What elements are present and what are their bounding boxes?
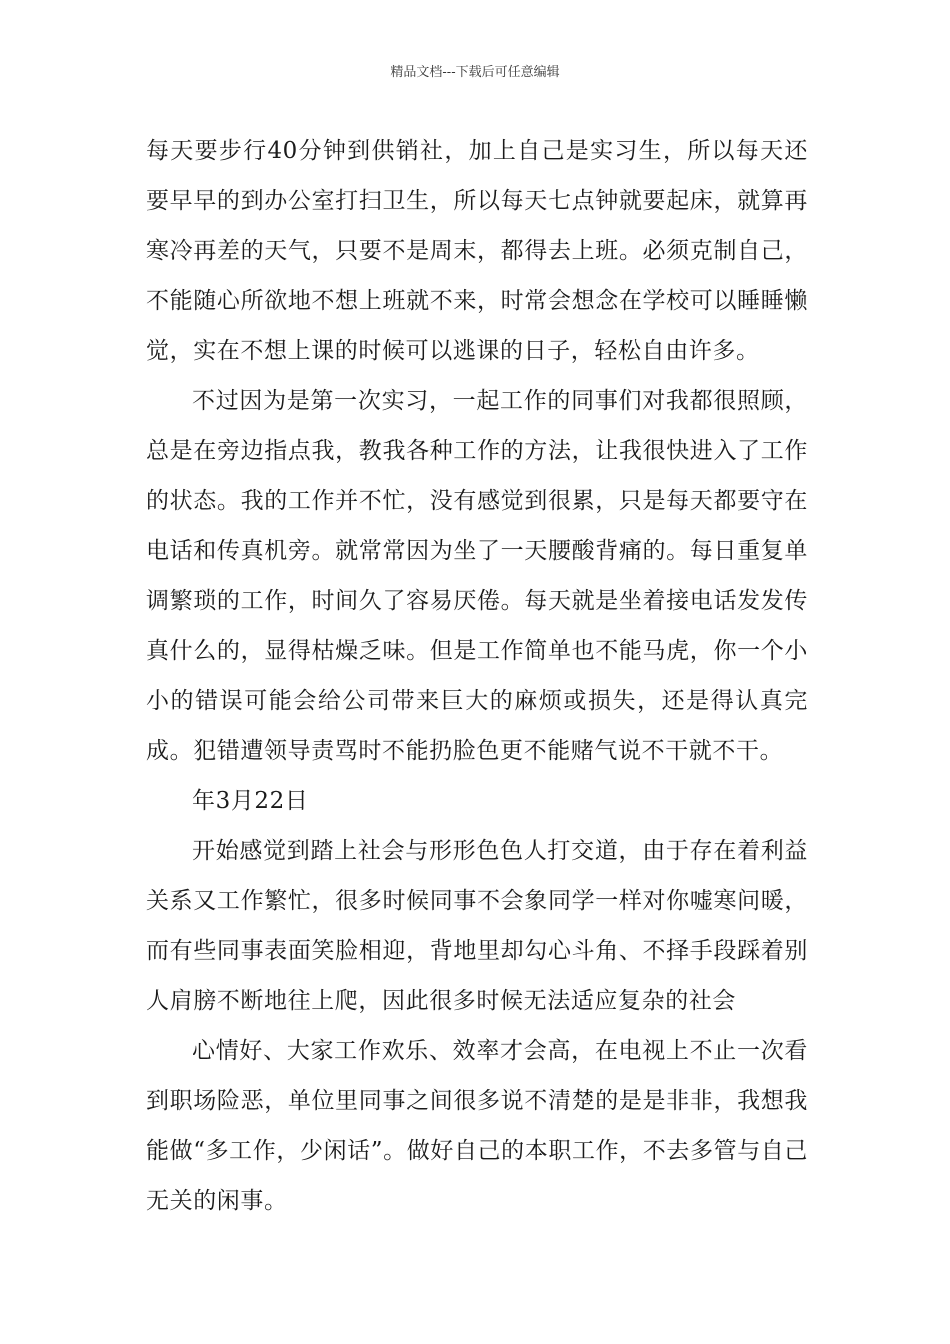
document-body [146,126,808,1226]
page-header: 精品文档---下载后可任意编辑 [390,65,560,80]
paragraph-3: 开始感觉到踏上社会与形形色色人打交道，由于存在着利益关系又工作繁忙，很多时候同事不会象同学一样对你嘘寒问暖，而有些同事表面笑脸相迎，背地里却勾心斗角、不择手段踩着别人肩膀不断地往上爬，因此很多时候无法适应复杂的社会 [146,838,808,1014]
date-line: 年3月22日 [192,788,309,814]
paragraph-2: 不过因为是第一次实习，一起工作的同事们对我都很照顾，总是在旁边指点我，教我各种工作的方法，让我很快进入了工作的状态。我的工作并不忙，没有感觉到很累，只是每天都要守在电话和传真机旁。就常常因为坐了一天腰酸背痛的。每日重复单调繁琐的工作，时间久了容易厌倦。每天就是坐着接电话发发传真什么的，显得枯燥乏味。但是工作简单也不能马虎，你一个小小的错误可能会给公司带来巨大的麻烦或损失，还是得认真完成。犯错遭领导责骂时不能扔脸色更不能赌气说不干就不干。 [146,388,808,764]
paragraph-1: 每天要步行40分钟到供销社，加上自己是实习生，所以每天还要早早的到办公室打扫卫生，所以每天七点钟就要起床，就算再寒冷再差的天气，只要不是周末，都得去上班。必须克制自己，不能随心所欲地不想上班就不来，时常会想念在学校可以睡睡懒觉，实在不想上课的时候可以逃课的日子，轻松自由许多。 [146,138,808,364]
paragraph-4: 心情好、大家工作欢乐、效率才会高，在电视上不止一次看到职场险恶，单位里同事之间很多说不清楚的是是非非，我想我能做“多工作，少闲话”。做好自己的本职工作，不去多管与自己无关的闲事。 [146,1038,808,1214]
